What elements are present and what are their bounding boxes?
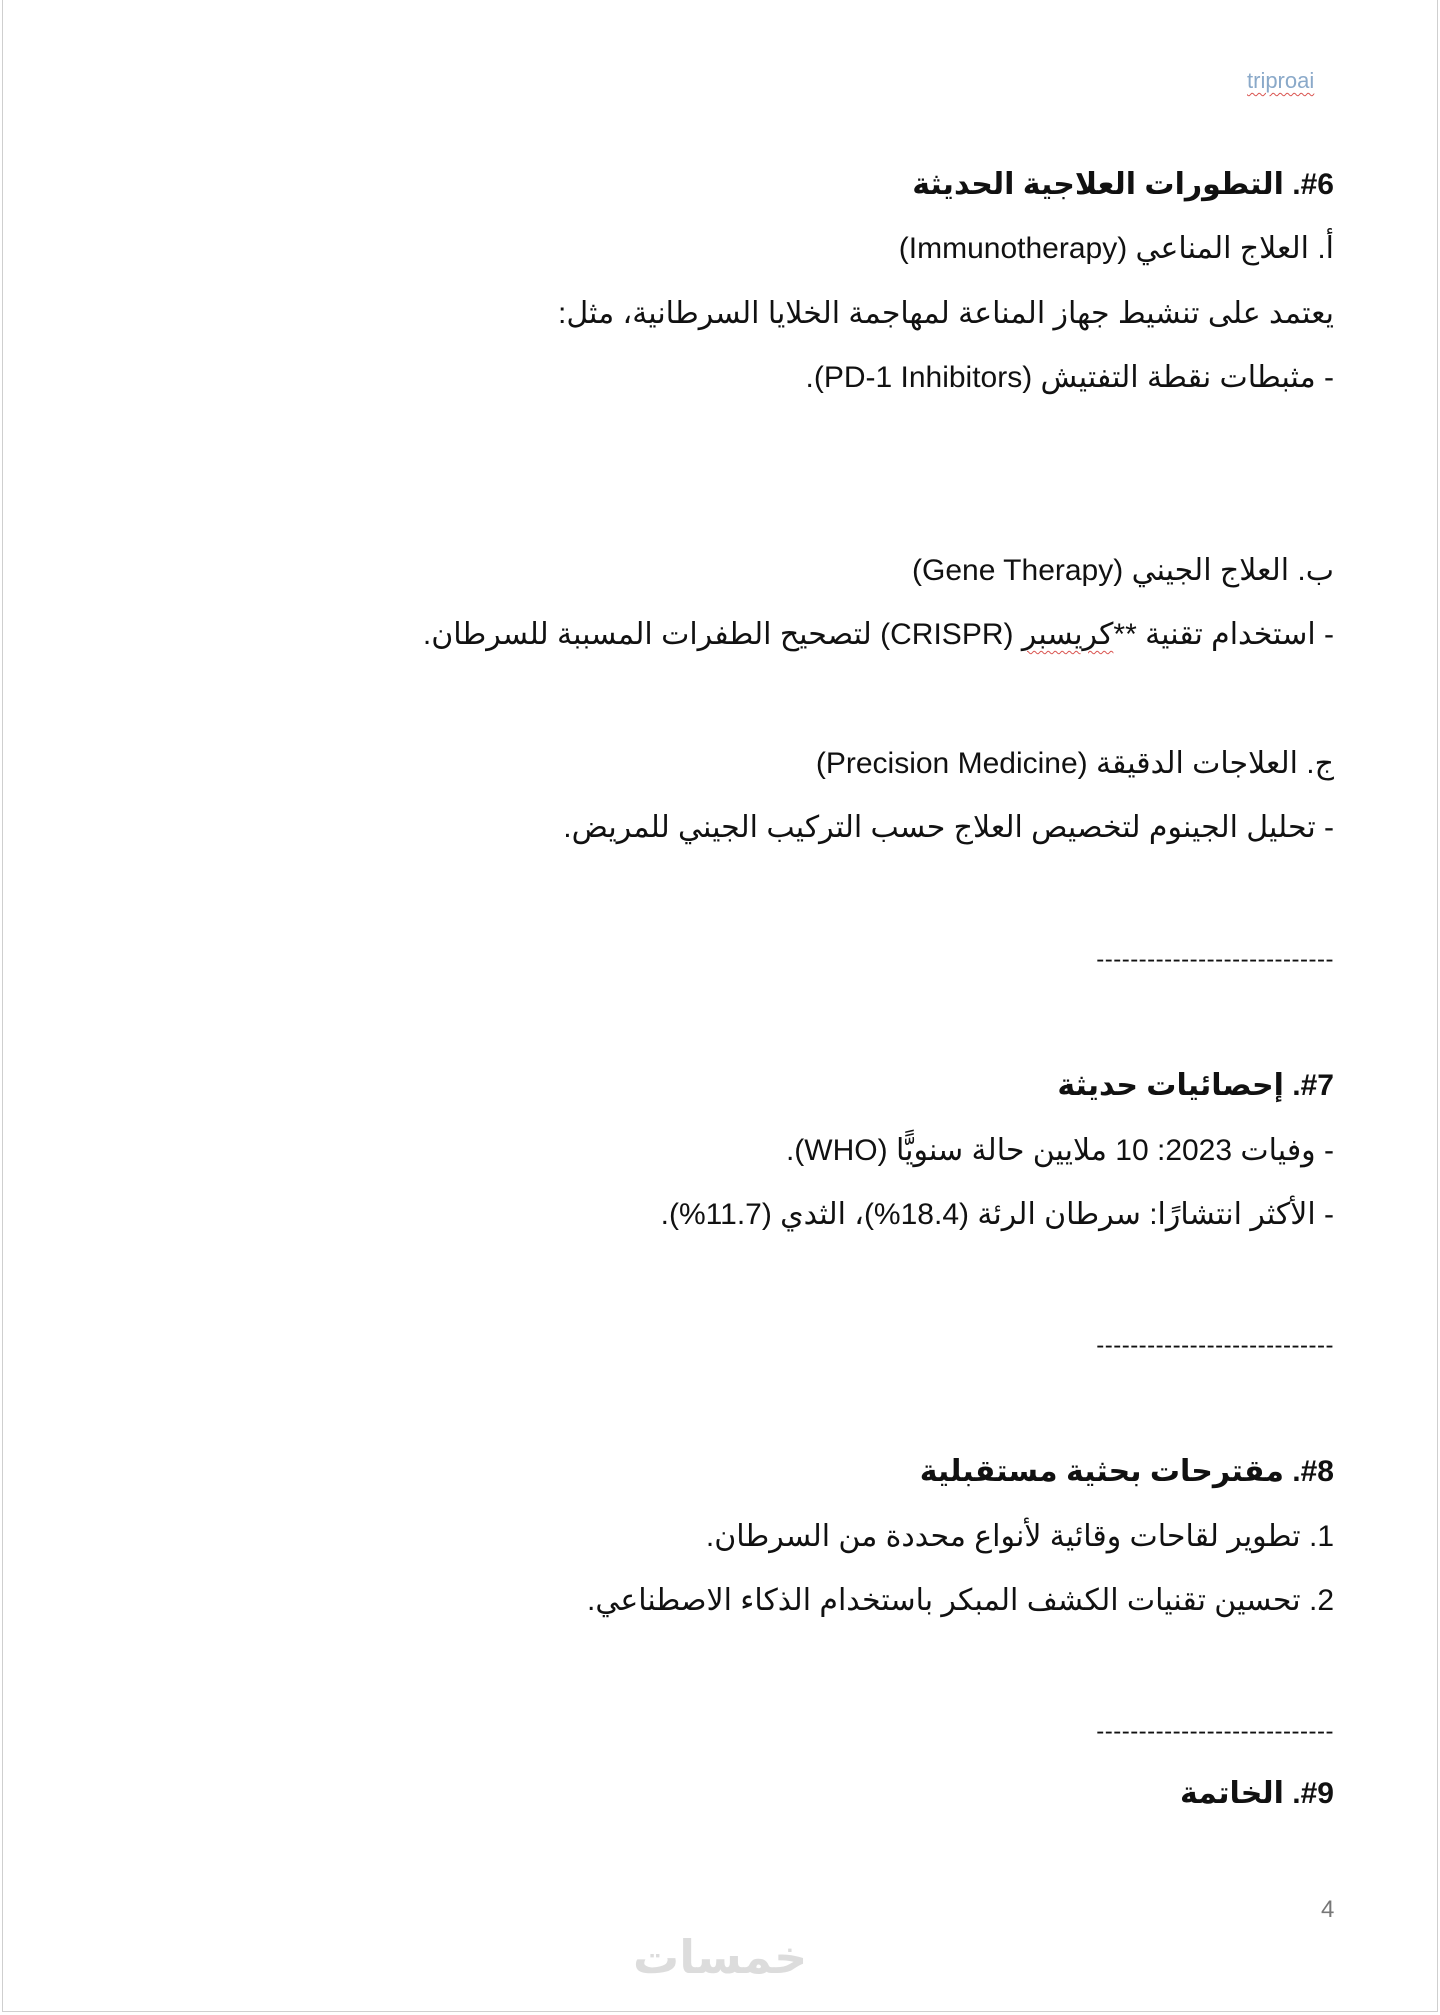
watermark-logo: خمسات bbox=[633, 1931, 808, 1983]
section-6-a-item: - مثبطات نقطة التفتيش (PD-1 Inhibitors). bbox=[805, 361, 1334, 394]
section-divider: ---------------------------- bbox=[1096, 1718, 1334, 1745]
section-6-b-title: ب. العلاج الجيني (Gene Therapy) bbox=[912, 554, 1334, 587]
section-6-c-title: ج. العلاجات الدقيقة (Precision Medicine) bbox=[815, 747, 1334, 780]
section-7-heading: #7. إحصائيات حديثة bbox=[1057, 1069, 1334, 1102]
section-divider: ---------------------------- bbox=[1096, 946, 1334, 973]
page-number: 4 bbox=[1321, 1896, 1335, 1923]
b-item-misspelled-word: كريسبر bbox=[1021, 618, 1114, 651]
section-divider: ---------------------------- bbox=[1096, 1332, 1334, 1359]
section-6-a-title: أ. العلاج المناعي (Immunotherapy) bbox=[898, 232, 1334, 265]
section-7-item: - وفيات 2023: 10 ملايين حالة سنويًّا (WHO). bbox=[785, 1134, 1334, 1167]
b-item-prefix: - استخدام تقنية ** bbox=[1113, 618, 1334, 651]
section-7-item: - الأكثر انتشارًا: سرطان الرئة (18.4%)، الثدي (11.7%). bbox=[660, 1198, 1334, 1231]
section-6-b-item bbox=[423, 615, 1334, 655]
document-page bbox=[2, 0, 1438, 2012]
section-8-item: 2. تحسين تقنيات الكشف المبكر باستخدام الذكاء الاصطناعي. bbox=[586, 1584, 1334, 1617]
section-6-heading: #6. التطورات العلاجية الحديثة bbox=[912, 168, 1334, 201]
header-mark: triproai bbox=[1247, 68, 1315, 93]
section-9-heading: #9. الخاتمة bbox=[1179, 1777, 1334, 1810]
section-8-heading: #8. مقترحات بحثية مستقبلية bbox=[919, 1455, 1334, 1488]
section-6-a-description: يعتمد على تنشيط جهاز المناعة لمهاجمة الخلايا السرطانية، مثل: bbox=[558, 297, 1334, 330]
section-8-item: 1. تطوير لقاحات وقائية لأنواع محددة من السرطان. bbox=[705, 1520, 1334, 1553]
b-item-suffix: (CRISPR) لتصحيح الطفرات المسببة للسرطان. bbox=[422, 618, 1022, 651]
section-6-c-item: - تحليل الجينوم لتخصيص العلاج حسب التركيب الجيني للمريض. bbox=[563, 811, 1334, 844]
